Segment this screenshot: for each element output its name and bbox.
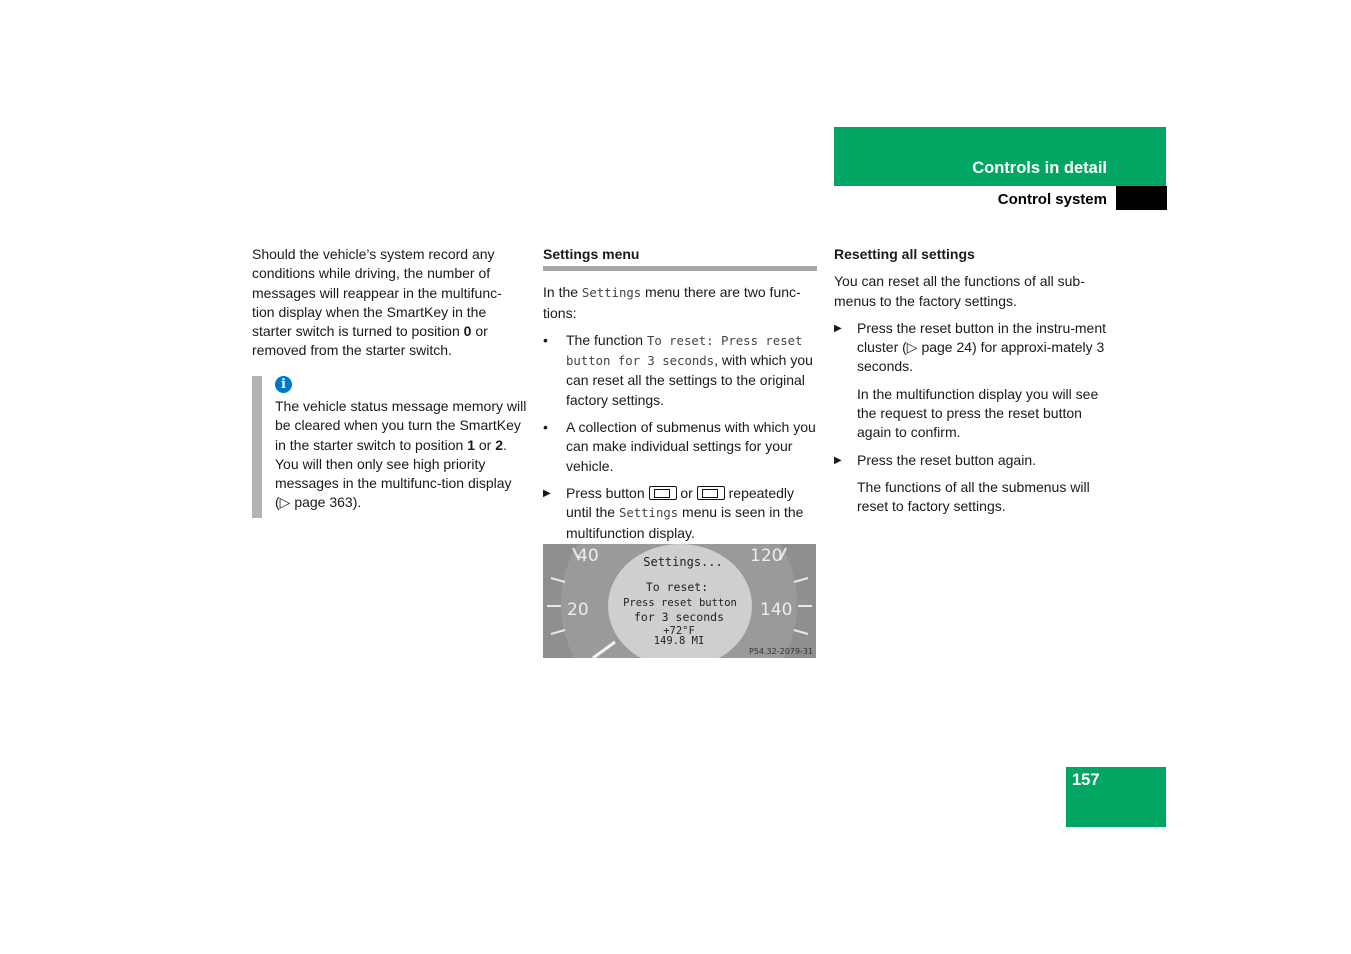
column-right [834, 245, 1106, 525]
page-number: 157 [1072, 771, 1100, 789]
column-middle [543, 245, 817, 551]
instruction-step: ▶ Press the reset button in the instru-ment cluster (▷ page 24) for approxi-mately 3 seconds. [834, 319, 1107, 375]
instruction-step: ▶ Press the reset button again. [834, 451, 1106, 470]
instrument-cluster-image [543, 544, 816, 658]
display-button-icon [649, 486, 677, 500]
display-line: Settings... [643, 555, 723, 569]
reset-heading: Resetting all settings [834, 246, 975, 262]
header-black-tab [1116, 186, 1167, 210]
settings-list [543, 331, 817, 543]
gauge-label: 140 [760, 600, 793, 620]
list-item: • The function To reset: Press reset button for 3 seconds, with which you can reset all the settings to the original factory settings. [543, 331, 813, 408]
instruction-step: ▶ Press button or repeatedly until the Settings menu is seen in the multifunction display. [543, 484, 804, 541]
settings-menu-heading: Settings menu [543, 246, 640, 262]
bullet-marker: • [543, 419, 548, 436]
display-line: To reset: [645, 580, 709, 594]
arrow-marker: ▶ [543, 487, 551, 499]
column-left [252, 245, 522, 361]
display-line: +72°F [663, 625, 695, 637]
gauge-label: 40 [577, 546, 599, 566]
info-icon: i [275, 376, 292, 393]
info-text: The vehicle status message memory will be cleared when you turn the SmartKey in the starter switch to position 1 or 2. You will then only see high priority messages in the multifunc-tion display (▷ page 363). [275, 398, 527, 511]
reset-steps [834, 319, 1106, 377]
info-note [252, 376, 530, 518]
figure-code: P54.32-2079-31 [749, 647, 814, 656]
display-line: Press reset button [623, 597, 737, 609]
bullet-marker: • [543, 331, 548, 348]
display-button-icon [697, 486, 725, 500]
settings-intro: In the Settings menu there are two func-tions: [543, 284, 801, 321]
subsection-title: Control system [997, 191, 1107, 208]
list-item: • A collection of submenus with which you can make individual settings for your vehicle. [543, 419, 816, 474]
arrow-marker: ▶ [834, 454, 842, 466]
display-line: 149.8 MI [653, 635, 705, 647]
reset-intro: You can reset all the functions of all sub-menus to the factory settings. [834, 273, 1085, 309]
gauge-label: 120 [750, 546, 783, 566]
gauge-label: 20 [567, 600, 589, 620]
intro-paragraph: Should the vehicle’s system record any conditions while driving, the number of messages will reappear in the multifunc-tion display when the SmartKey in the starter switch is turned to position 0 or removed from the starter switch. [252, 246, 502, 359]
reset-steps [834, 451, 1106, 470]
heading-rule [543, 266, 817, 271]
section-title: Controls in detail [972, 159, 1107, 177]
display-line: for 3 seconds [633, 610, 725, 624]
step-result: The functions of all the submenus will reset to factory settings. [857, 478, 1090, 515]
arrow-marker: ▶ [834, 322, 842, 334]
step-result: In the multifunction display you will see the request to press the reset button again to confirm. [857, 385, 1099, 441]
